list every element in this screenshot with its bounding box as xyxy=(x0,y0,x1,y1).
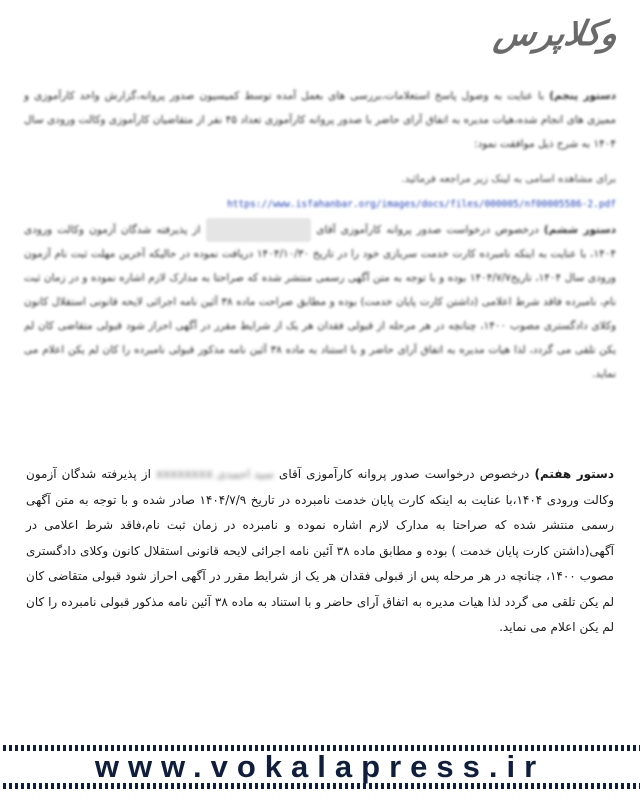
footer-banner xyxy=(0,745,640,789)
agenda-item-6-heading: دستور ششم) xyxy=(543,224,616,236)
agenda-item-7-body-end: از پذیرفته شدگان آزمون وکالت ورودی ۱۴۰۴،با عنایت به اینکه کارت پایان خدمت نامبرده در تاریخ ۱۴۰۴/۷/۹ صادر شده و با توجه به متن آگهی رسمی منتشر شده که صراحتا به مدارک لازم اشاره نموده و نامبرده در زمان ثبت نام،فاقد شرط اعلامی در آگهی(داشتن کارت پایان خدمت ) بوده و مطابق ماده ۳۸ آئین نامه اجرائی لایحه قانونی استقلال کانون وکلای دادگستری مصوب ۱۴۰۰، چنانچه در هر مرحله پس از قبولی فقدان هر یک از شرایط مقرر در آگهی احراز شود قبولی متقاضی کان لم یکن تلقی می گردد لذا هیات مدیره به اتفاق آرای حاضر و با استناد به ماده ۳۸ آئین نامه مذکور قبولی نامبرده را کان لم یکن اعلام می نماید. xyxy=(26,467,614,634)
logo: وکلاپرس xyxy=(491,14,622,54)
agenda-item-7 xyxy=(26,462,614,641)
footer-band xyxy=(0,751,640,783)
agenda-item-7-heading: دستور هفتم) xyxy=(534,467,615,481)
footer-website[interactable]: www.vokalapress.ir xyxy=(94,749,546,784)
agenda-item-5-body: با عنایت به وصول پاسخ استعلامات،بررسی های بعمل آمده توسط کمیسیون صدور پروانه،گزارش واحد کارآموزی و ممیزی های انجام شده،هیات مدیره به اتفاق آرای حاضر با صدور پروانه کارآموزی تعداد ۴۵ نفر از متقاضیان کارآموزی وکالت ورودی سال ۱۴۰۴ به شرح ذیل موافقت نمود: xyxy=(24,90,616,150)
agenda-item-5 xyxy=(24,84,616,156)
redacted-name xyxy=(206,218,312,242)
agenda-item-7-body-start: درخصوص درخواست صدور پروانه کارآموزی آقای xyxy=(273,467,535,481)
redacted-name: سید احمدی xxxxxxxx xyxy=(156,467,274,481)
agenda-item-6-body-end: از پذیرفته شدگان آزمون وکالت ورودی ۱۴۰۴، با عنایت به اینکه نامبرده کارت خدمت سربازی خود را در تاریخ ۱۴۰۴/۱۰/۳۰ دریافت نموده در حالیکه آخرین مهلت ثبت نام آزمون ورودی سال ۱۴۰۴، تاریخ۱۴۰۴/۷/۷ بوده و با توجه به متن آگهی رسمی منتشر شده که صراحتا به مدارک لازم اشاره نموده و در زمان ثبت نام، نامبرده فاقد شرط اعلامی (داشتن کارت پایان خدمت) بوده و مطابق صراحت ماده ۳۸ آئین نامه اجرائی لایحه قانونی استقلال کانون وکلای دادگستری مصوب ۱۴۰۰، چنانچه در هر مرحله از قبولی فقدان هر یک از شرایط مقرر در آگهی احراز شود قبولی متقاضی کان لم یکن تلقی می گردد، لذا هیات مدیره به اتفاق آرای حاضر و با استناد به ماده ۳۸ آئین نامه مذکور قبولی نامبرده را کان لم یکن اعلام می نماید. xyxy=(24,224,617,380)
agenda-item-5-link[interactable]: https://www.isfahanbar.org/images/docs/files/000005/nf00005586-2.pdf xyxy=(227,199,616,210)
agenda-item-5-note: برای مشاهده اسامی به لینک زیر مراجعه فرمائید. xyxy=(401,173,616,185)
agenda-item-6-body-start: درخصوص درخواست صدور پروانه کارآموزی آقای xyxy=(311,224,544,236)
agenda-item-6 xyxy=(24,218,616,386)
agenda-item-5-heading: دستور پنجم) xyxy=(549,90,616,102)
